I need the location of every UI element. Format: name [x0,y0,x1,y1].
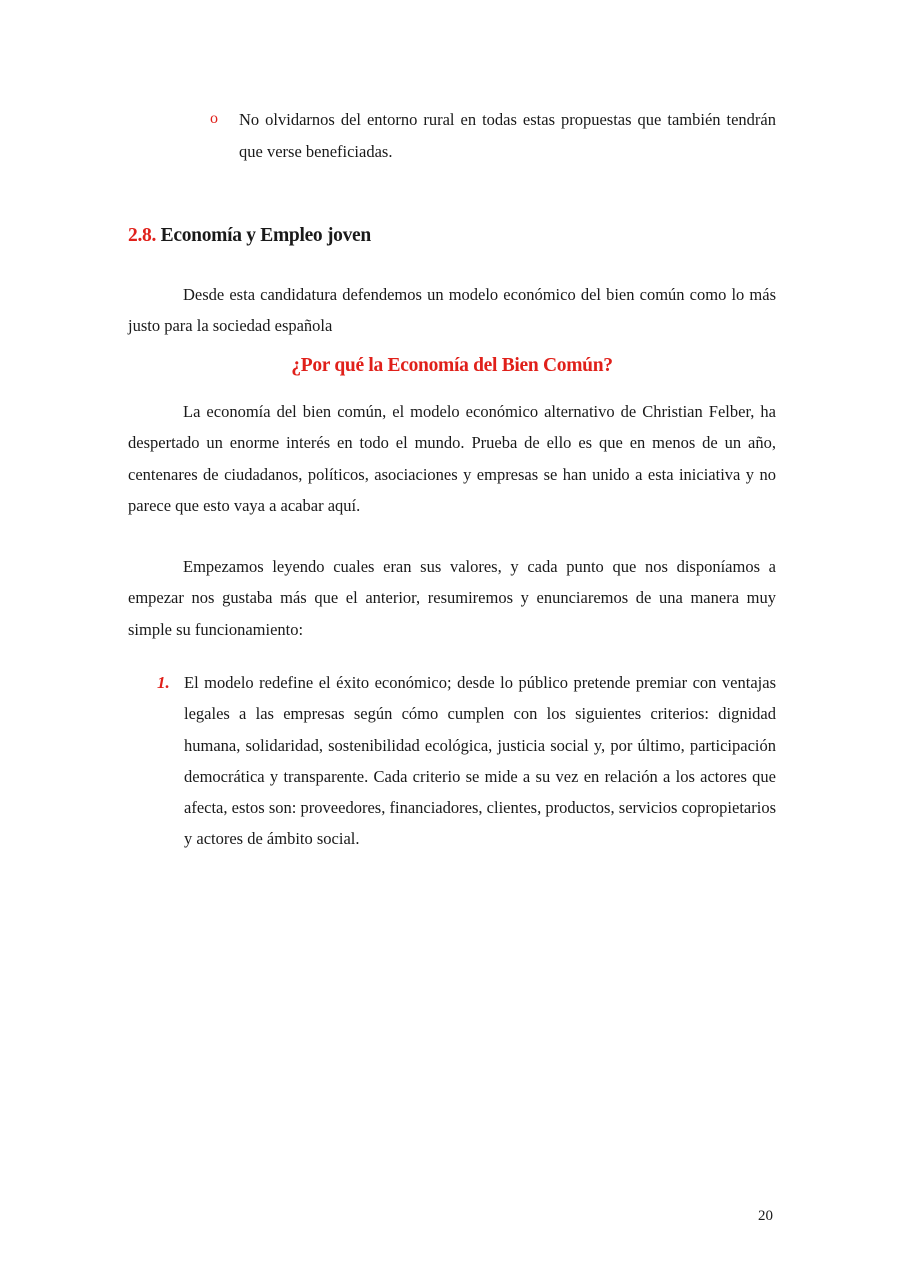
bullet-item [210,104,776,167]
intro-paragraph: Desde esta candidatura defendemos un modelo económico del bien común como lo más justo para la sociedad española [128,285,776,336]
body-paragraph-1: La economía del bien común, el modelo económico alternativo de Christian Felber, ha despertado un enorme interés en todo el mundo. Prueba de ello es que en menos de un año, centenares de ciudadanos, políticos, asociaciones y empresas se han unido a esta iniciativa y no parece que esto vaya a acabar aquí. [128,402,776,515]
list-item-text: El modelo redefine el éxito económico; desde lo público pretende premiar con ventajas legales a las empresas según cómo cumplen con los siguientes criterios: dignidad humana, solidaridad, sostenibilidad ecológica, justicia social y, por último, participación democrática y transparente. Cada criterio se mide a su vez en relación a los actores que afecta, estos son: proveedores, financiadores, clientes, productos, servicios copropietarios y actores de ámbito social. [184,673,776,849]
section-title: Economía y Empleo joven [160,225,371,246]
subheading: ¿Por qué la Economía del Bien Común? [291,355,613,376]
body-paragraph-2: Empezamos leyendo cuales eran sus valores, y cada punto que nos disponíamos a empezar nos gustaba más que el anterior, resumiremos y enunciaremos de una manera muy simple su funcionamiento: [128,557,776,639]
section-heading [128,225,371,247]
page-number: 20 [758,1208,773,1224]
bullet-marker: o [210,110,218,127]
numbered-list-item [157,667,776,855]
list-item-number: 1. [157,673,170,692]
bullet-text: No olvidarnos del entorno rural en todas estas propuestas que también tendrán que verse beneficiadas. [239,110,776,161]
section-number: 2.8. [128,225,157,246]
